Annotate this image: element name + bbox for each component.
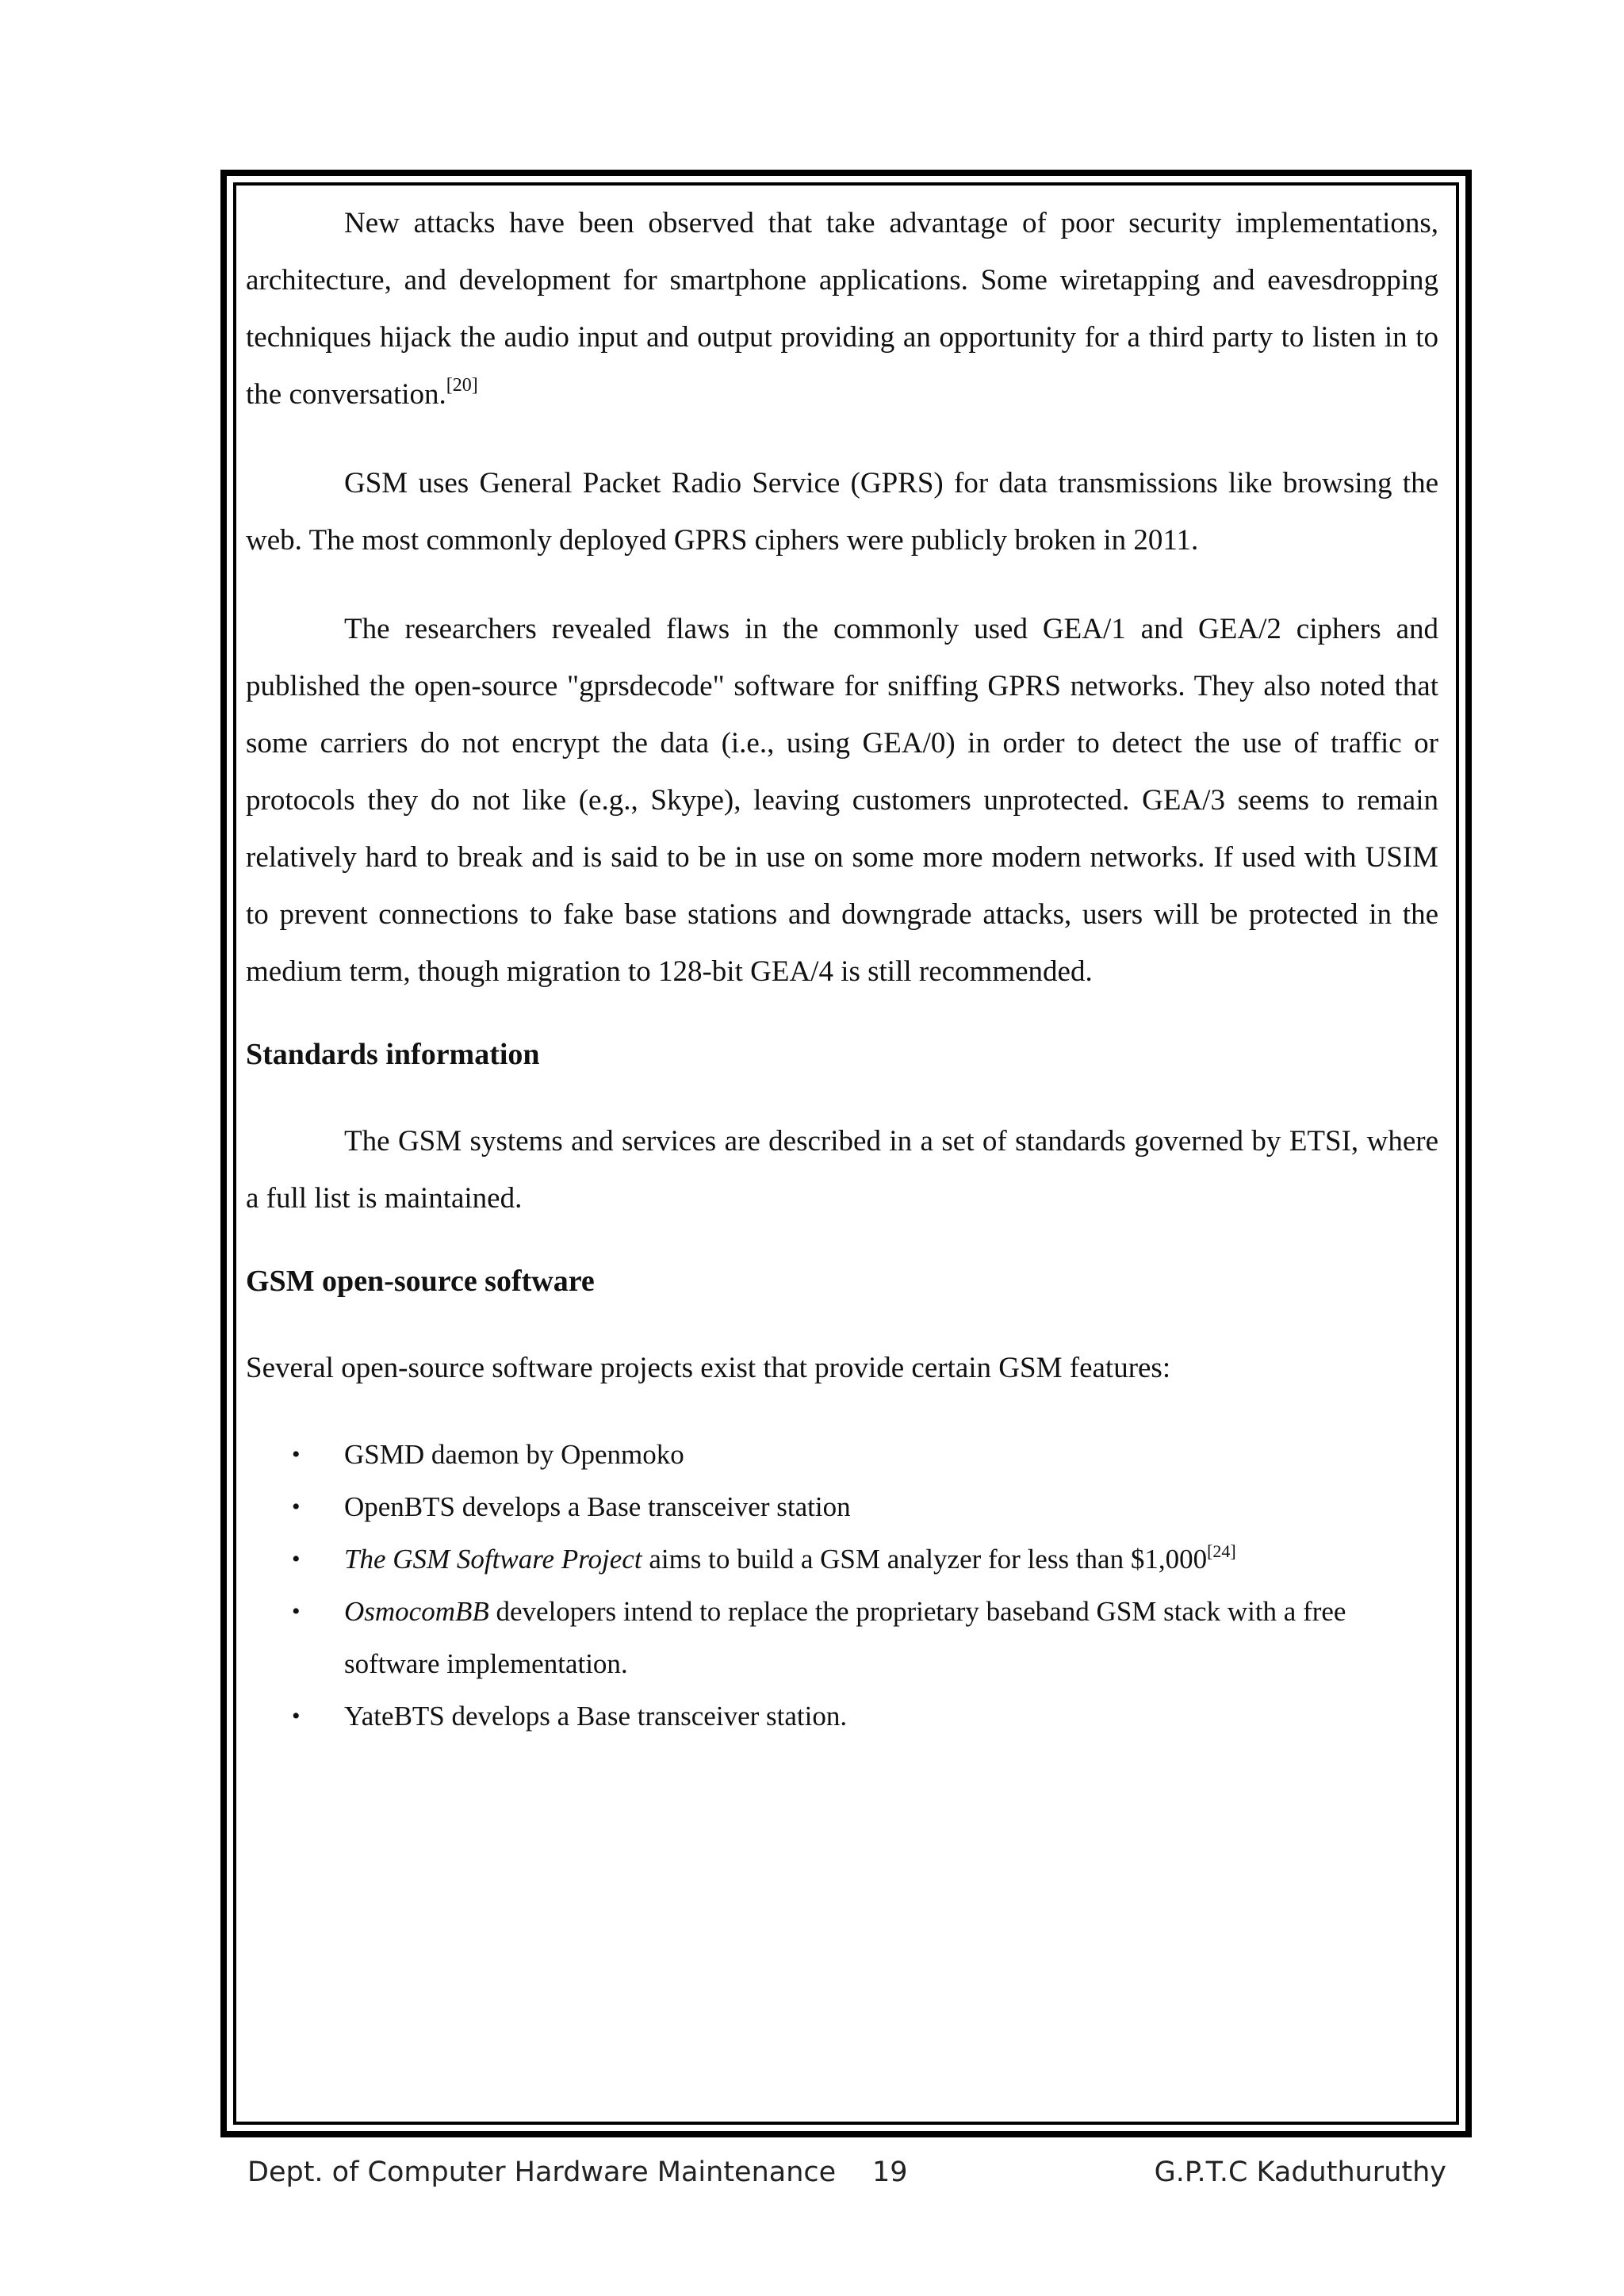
bullet-icon: • [292, 1441, 301, 1468]
citation-20: [20] [446, 375, 478, 396]
project-name-italic: OsmocomBB [344, 1596, 489, 1627]
footer-page-number: 19 [872, 2156, 908, 2188]
citation-24: [24] [1207, 1541, 1236, 1561]
paragraph-standards: The GSM systems and services are described in a set of standards governed by ETSI, where a full list is maintained. [246, 1125, 1438, 1215]
page-content [246, 195, 1438, 1743]
bullet-icon: • [292, 1703, 301, 1729]
heading-standards-information: Standards information [246, 1038, 540, 1071]
list-item: • YateBTS develops a Base transceiver station. [344, 1690, 1438, 1743]
open-source-project-list [246, 1429, 1438, 1743]
paragraph-researchers: The researchers revealed flaws in the commonly used GEA/1 and GEA/2 ciphers and published the open-source "gprsdecode" software for sniffing GPRS networks. They also noted that some carriers do not encrypt the data (i.e., using GEA/0) in order to detect the use of traffic or protocols they do not like (e.g., Skype), leaving customers unprotected. GEA/3 seems to remain relatively hard to break and is said to be in use on some more modern networks. If used with USIM to prevent connections to fake base stations and downgrade attacks, users will be protected in the medium term, though migration to 128-bit GEA/4 is still recommended. [246, 613, 1438, 988]
list-item: • OsmocomBB developers intend to replace the proprietary baseband GSM stack with a free software implementation. [344, 1586, 1438, 1690]
paragraph-gprs: GSM uses General Packet Radio Service (GPRS) for data transmissions like browsing the web. The most commonly deployed GPRS ciphers were publicly broken in 2011. [246, 467, 1438, 557]
page-footer [247, 2156, 1446, 2204]
paragraph-attacks: New attacks have been observed that take advantage of poor security implementations, architecture, and development for smartphone applications. Some wiretapping and eavesdropping techniques hijack the audio input and output providing an opportunity for a third party to listen in to the conversation.[20] [246, 207, 1438, 411]
heading-gsm-open-source-software: GSM open-source software [246, 1265, 595, 1298]
paragraph-open-source-intro: Several open-source software projects exist that provide certain GSM features: [246, 1352, 1171, 1384]
list-item: • The GSM Software Project aims to build a GSM analyzer for less than $1,000[24] [344, 1533, 1438, 1586]
bullet-icon: • [292, 1546, 301, 1572]
footer-department: Dept. of Computer Hardware Maintenance [247, 2156, 837, 2188]
bullet-icon: • [292, 1494, 301, 1520]
bullet-icon: • [292, 1598, 301, 1624]
list-item: • OpenBTS develops a Base transceiver station [344, 1481, 1438, 1533]
list-item: • GSMD daemon by Openmoko [344, 1429, 1438, 1481]
footer-college: G.P.T.C Kaduthuruthy [1154, 2156, 1446, 2188]
project-name-italic: The GSM Software Project [344, 1544, 642, 1575]
